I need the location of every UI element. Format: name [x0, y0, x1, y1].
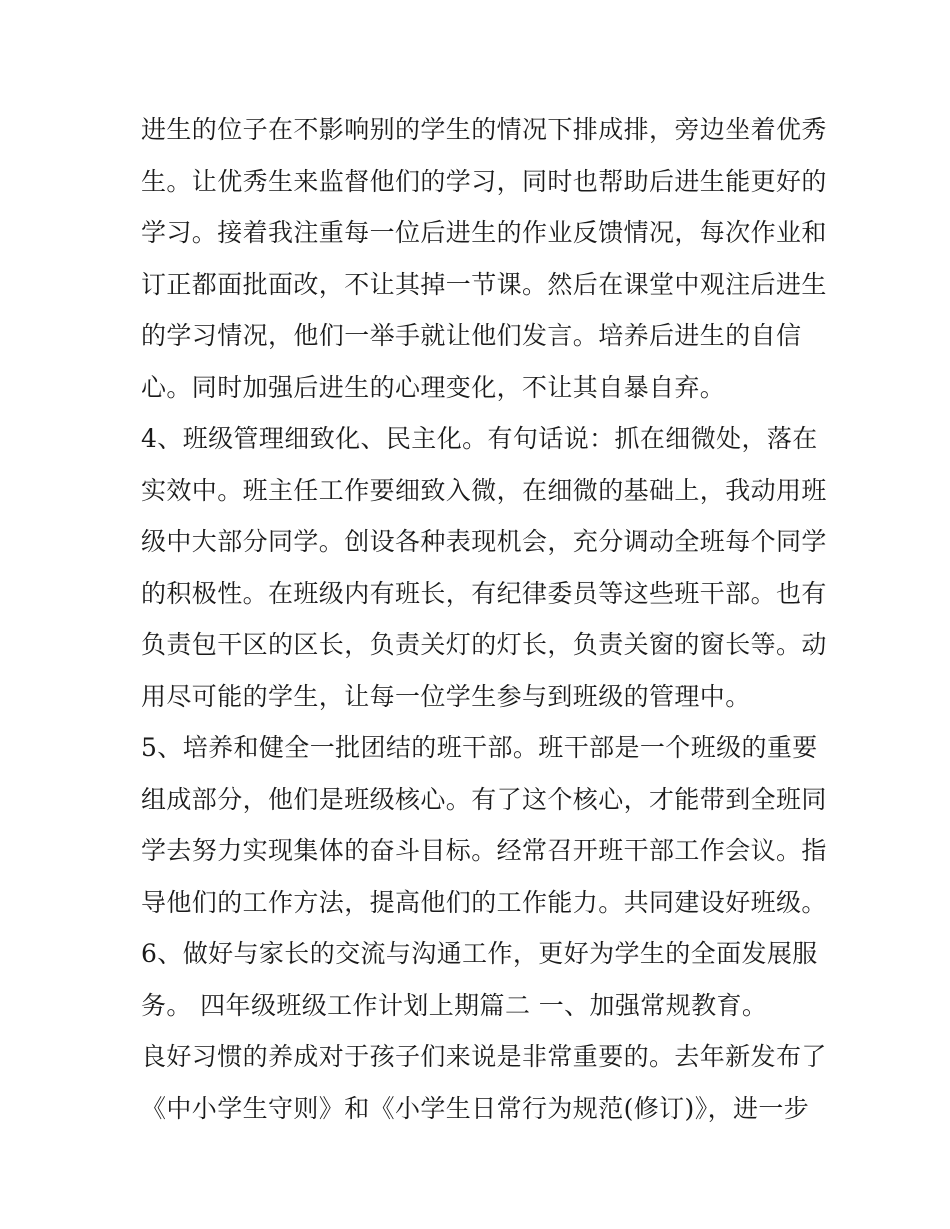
text-line: 导他们的工作方法，提高他们的工作能力。共同建设好班级。 — [141, 887, 827, 917]
text-line: 组成部分，他们是班级核心。有了这个核心，才能带到全班同 — [141, 784, 827, 814]
list-item-5: 5、培养和健全一批团结的班干部。班干部是一个班级的重要 — [141, 733, 818, 762]
text-line: 订正都面批面改，不让其掉一节课。然后在课堂中观注后进生 — [141, 269, 827, 299]
list-item-6: 6、做好与家长的交流与沟通工作，更好为学生的全面发展服 — [141, 939, 818, 968]
body-text — [141, 104, 831, 1134]
text-line: 负责包干区的区长，负责关灯的灯长，负责关窗的窗长等。动 — [141, 630, 827, 659]
text-line: 《中小学生守则》和《小学生日常行为规范(修订)》，进一步 — [141, 1093, 810, 1123]
text-line: 进生的位子在不影响别的学生的情况下排成排，旁边坐着优秀 — [141, 115, 827, 144]
text-line: 生。让优秀生来监督他们的学习，同时也帮助后进生能更好的 — [141, 166, 827, 196]
text-line: 用尽可能的学生，让每一位学生参与到班级的管理中。 — [141, 681, 751, 711]
text-line: 的积极性。在班级内有班长，有纪律委员等这些班干部。也有 — [141, 578, 827, 608]
text-line: 心。同时加强后进生的心理变化，不让其自暴自弃。 — [141, 372, 726, 402]
text-line: 务。 四年级班级工作计划上期篇二 一、加强常规教育。 — [141, 990, 768, 1020]
text-line: 级中大部分同学。创设各种表现机会，充分调动全班每个同学 — [141, 527, 827, 556]
text-line: 良好习惯的养成对于孩子们来说是非常重要的。去年新发布了 — [141, 1042, 827, 1071]
text-line: 实效中。班主任工作要细致入微，在细微的基础上，我动用班 — [141, 475, 827, 505]
list-item-4: 4、班级管理细致化、民主化。有句话说：抓在细微处，落在 — [141, 424, 818, 453]
text-line: 的学习情况，他们一举手就让他们发言。培养后进生的自信 — [141, 321, 802, 350]
text-line: 学去努力实现集体的奋斗目标。经常召开班干部工作会议。指 — [141, 836, 827, 865]
text-line: 学习。接着我注重每一位后进生的作业反馈情况，每次作业和 — [141, 218, 827, 247]
